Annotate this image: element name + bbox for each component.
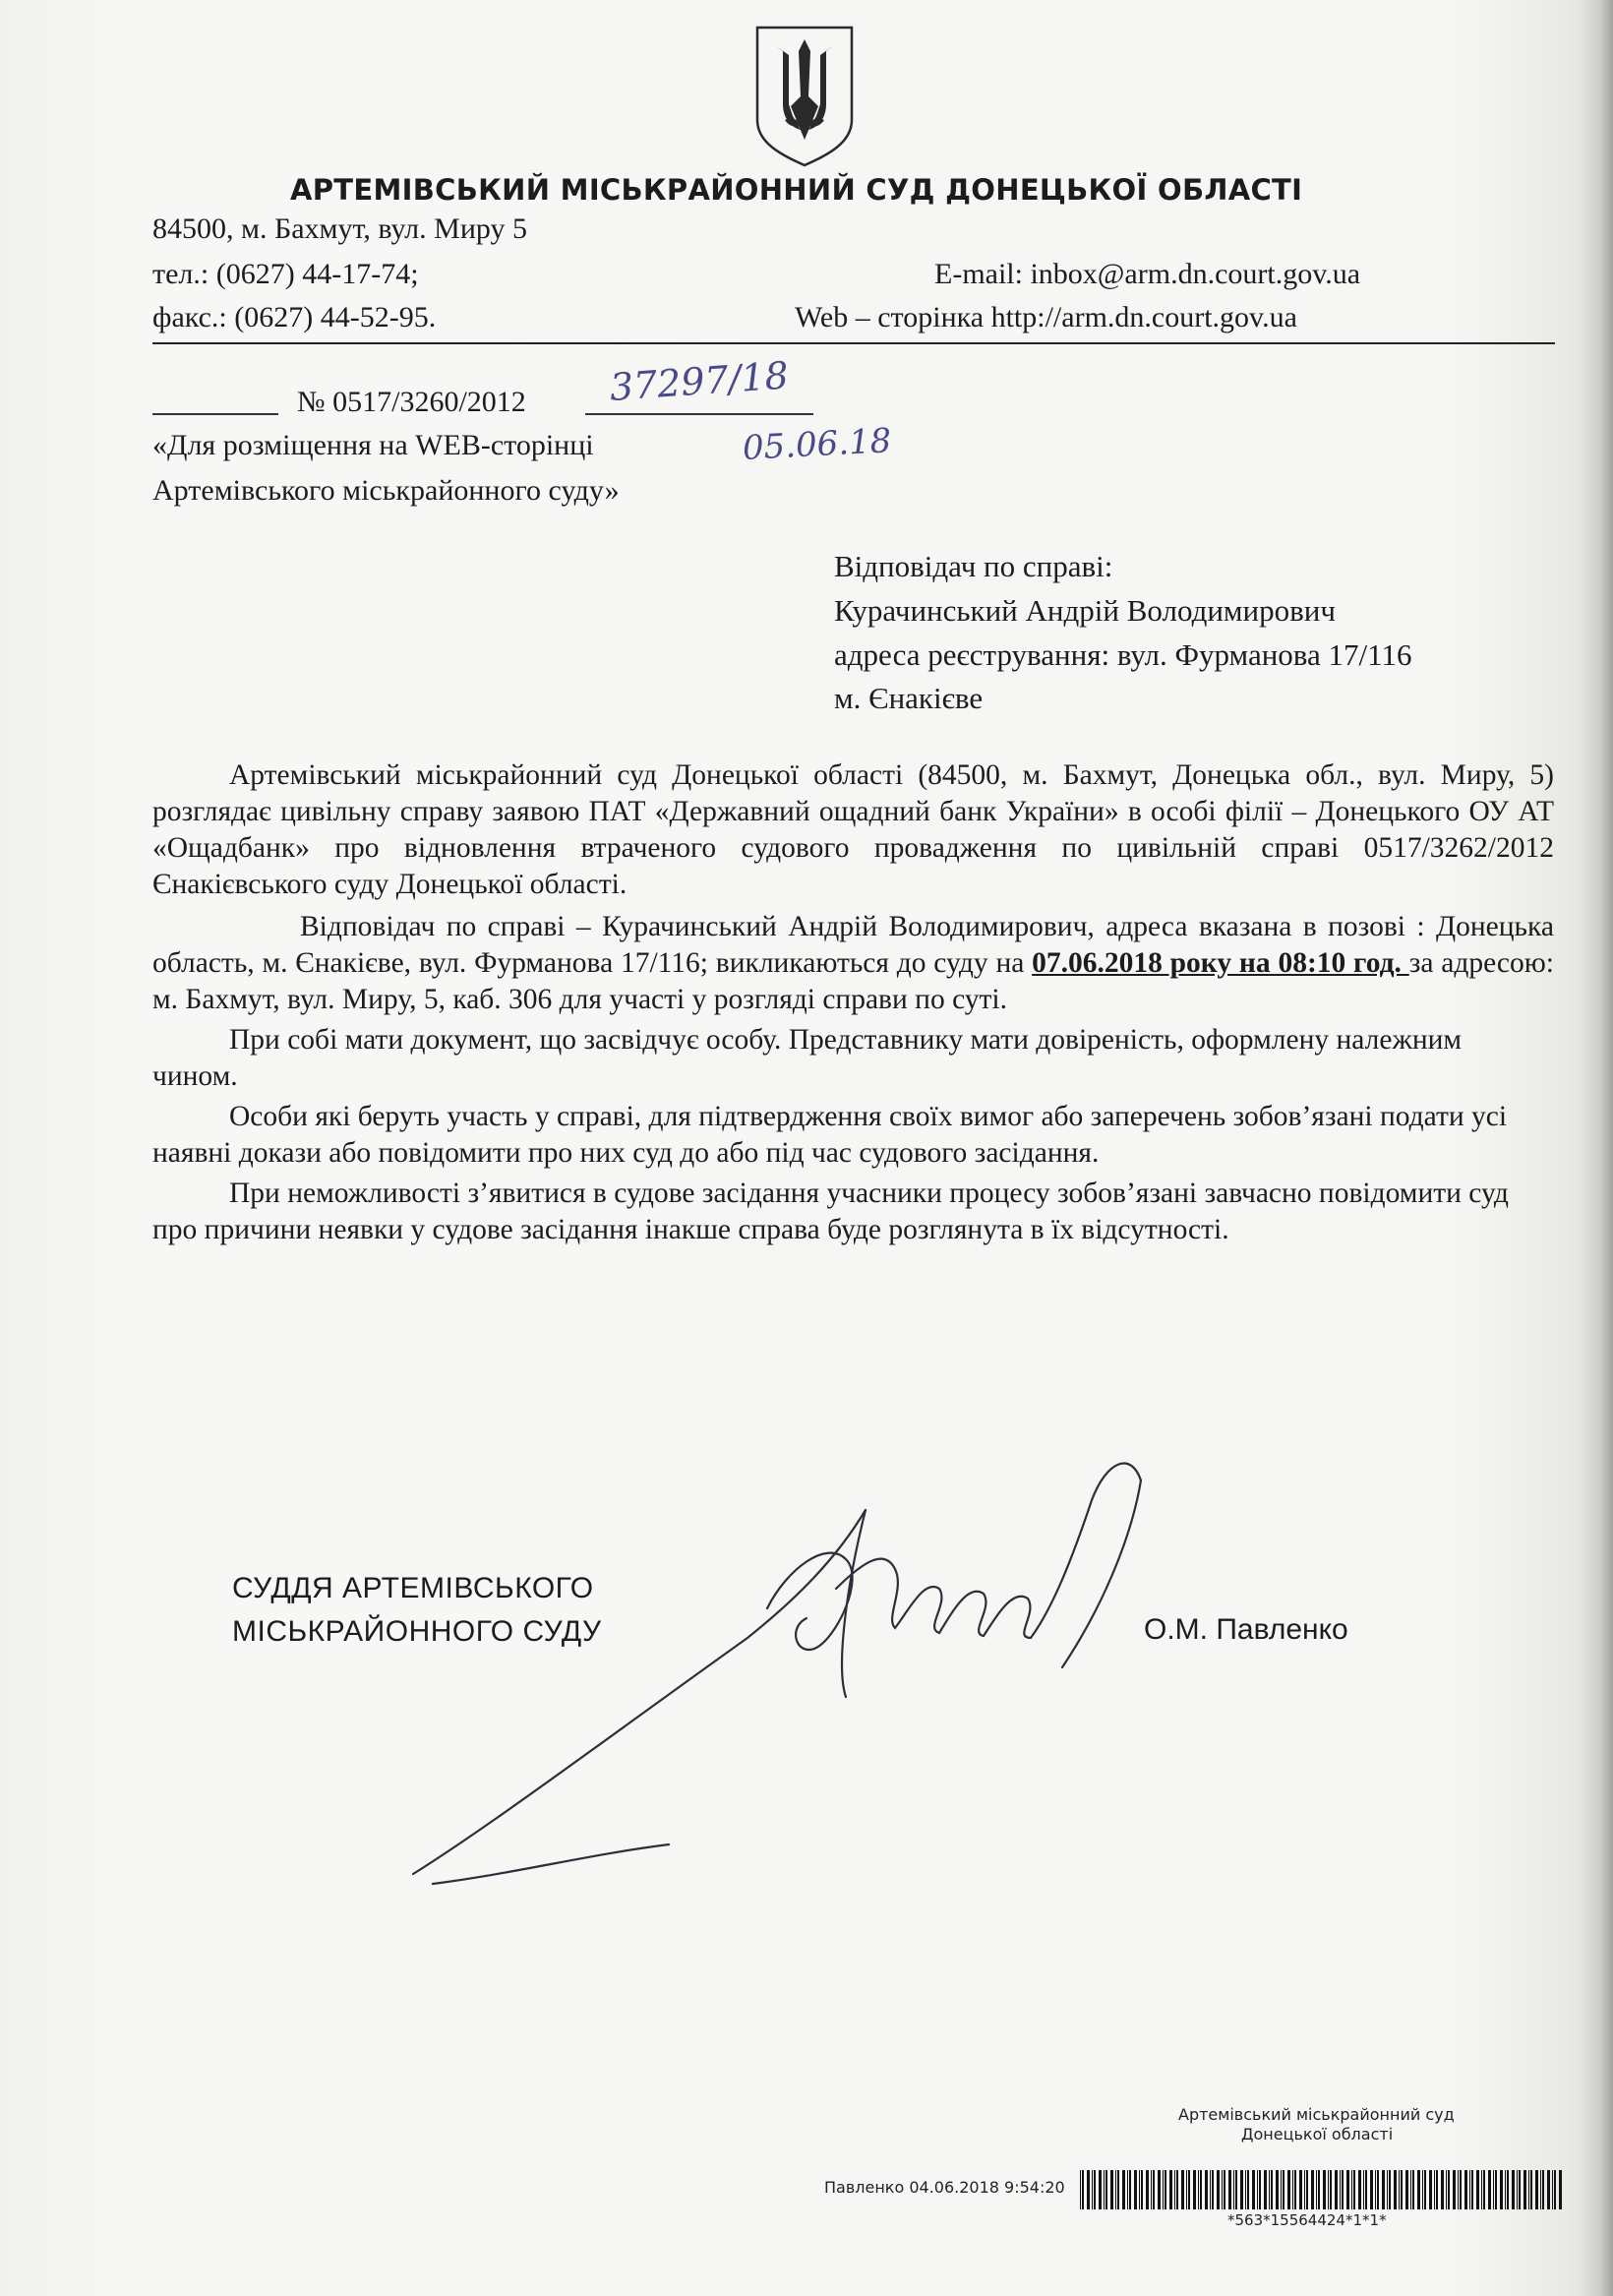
ukraine-coat-of-arms-emblem xyxy=(746,22,864,169)
barcode-bar xyxy=(1233,2170,1234,2209)
barcode-bar xyxy=(1542,2170,1544,2209)
barcode-bar xyxy=(1363,2170,1364,2209)
barcode-bar xyxy=(1552,2170,1553,2209)
barcode-bar xyxy=(1228,2170,1231,2209)
barcode-bar xyxy=(1271,2170,1273,2209)
header-divider xyxy=(152,342,1555,344)
barcode-bar xyxy=(1528,2170,1529,2209)
barcode-bar xyxy=(1458,2170,1459,2209)
barcode-bar xyxy=(1346,2170,1349,2209)
barcode-bar xyxy=(1476,2170,1479,2209)
barcode-bar xyxy=(1469,2170,1470,2209)
barcode-bar xyxy=(1104,2170,1105,2209)
barcode-bar xyxy=(1198,2170,1199,2209)
barcode-bar xyxy=(1193,2170,1196,2209)
barcode-bar xyxy=(1141,2170,1143,2209)
barcode-bar xyxy=(1127,2170,1128,2209)
barcode-bar xyxy=(1424,2170,1426,2209)
stamp-court-line1: Артемівський міськрайонний суд xyxy=(1178,2105,1455,2124)
barcode-bar xyxy=(1117,2170,1119,2209)
barcode-bar xyxy=(1540,2170,1541,2209)
barcode-bar xyxy=(1264,2170,1267,2209)
barcode-bar xyxy=(1222,2170,1223,2209)
barcode-bar xyxy=(1401,2170,1403,2209)
registration-number: № 0517/3260/2012 xyxy=(297,386,526,418)
addressee-city: м. Єнакієве xyxy=(834,681,984,715)
barcode-bar xyxy=(1122,2170,1125,2209)
barcode-bar xyxy=(1129,2170,1131,2209)
stamp-court-line2: Донецької області xyxy=(1241,2125,1394,2144)
barcode-bar xyxy=(1153,2170,1155,2209)
barcode-bar xyxy=(1554,2170,1556,2209)
paragraph-2-text: Відповідач по справі – Курачинський Андрій Володимирович, адреса вказана в позові : Донецька область, м. Єнакієве, вул. Фурманова 17/116; викликаються до суду на xyxy=(152,911,1554,979)
barcode-bar xyxy=(1200,2170,1202,2209)
body-paragraph-5: При неможливості з’явитися в судове засідання учасники процесу зобов’язані завчасно повідомити суд про причини неявки у судове засідання інакше справа буде розглянута в їх відсутності. xyxy=(152,1178,1509,1245)
barcode-bar xyxy=(1151,2170,1152,2209)
barcode-bar xyxy=(1306,2170,1308,2209)
court-fax: факс.: (0627) 44-52-95. xyxy=(152,301,437,333)
barcode-bar xyxy=(1318,2170,1320,2209)
barcode-bar xyxy=(1370,2170,1373,2209)
barcode-bar xyxy=(1311,2170,1314,2209)
barcode-bar xyxy=(1323,2170,1326,2209)
barcode-bar xyxy=(1495,2170,1497,2209)
barcode-bar xyxy=(1186,2170,1187,2209)
barcode-bar xyxy=(1335,2170,1338,2209)
court-email: E-mail: inbox@arm.dn.court.gov.ua xyxy=(934,258,1361,290)
handwritten-number-underline xyxy=(585,413,813,415)
barcode-bar xyxy=(1110,2170,1113,2209)
barcode-bar xyxy=(1434,2170,1435,2209)
barcode-bar xyxy=(1188,2170,1190,2209)
body-paragraph-1: Артемівський міськрайонний суд Донецької області (84500, м. Бахмут, Донецька обл., вул. Миру, 5) розглядає цивільну справу заявою ПАТ «Державний ощадний банк України» в особі філії – Донецького ОУ АТ «Ощадбанк» про відновлення втраченого судового провадження по цивільній справі 0517/3262/2012 Єнакієвського суду Донецької області. xyxy=(152,759,1554,900)
barcode-bar xyxy=(1252,2170,1255,2209)
barcode-bar xyxy=(1212,2170,1214,2209)
court-title: АРТЕМІВСЬКИЙ МІСЬКРАЙОННИЙ СУД ДОНЕЦЬКОЇ ОБЛАСТІ xyxy=(290,173,1303,207)
barcode-bar xyxy=(1245,2170,1246,2209)
barcode-bar xyxy=(1299,2170,1302,2209)
barcode-bar xyxy=(1340,2170,1341,2209)
barcode-bar xyxy=(1235,2170,1237,2209)
barcode-bar xyxy=(1247,2170,1249,2209)
barcode-bar xyxy=(1365,2170,1367,2209)
barcode-bar xyxy=(1351,2170,1352,2209)
barcode-bar xyxy=(1210,2170,1211,2209)
barcode-bar xyxy=(1493,2170,1494,2209)
handwritten-registration-number: 37297/18 xyxy=(608,353,791,409)
barcode-bar xyxy=(1105,2170,1107,2209)
barcode-bar xyxy=(1358,2170,1361,2209)
barcode-bar xyxy=(1382,2170,1385,2209)
barcode-bar xyxy=(1512,2170,1515,2209)
barcode-bar xyxy=(1523,2170,1526,2209)
addressee-address: адреса реєстрування: вул. Фурманова 17/116 xyxy=(834,637,1412,672)
judge-position-line1: СУДДЯ АРТЕМІВСЬКОГО xyxy=(232,1572,594,1604)
barcode-bar xyxy=(1181,2170,1184,2209)
handwritten-signature xyxy=(374,1441,1239,1913)
publication-note-line1: «Для розміщення на WEB-сторінці xyxy=(152,429,594,461)
publication-note-line2: Артемівського міськрайонного суду» xyxy=(152,474,620,507)
barcode-bar xyxy=(1330,2170,1332,2209)
barcode-bar xyxy=(1304,2170,1305,2209)
barcode-bar xyxy=(1217,2170,1220,2209)
barcode-bar xyxy=(1269,2170,1270,2209)
barcode-bar xyxy=(1471,2170,1473,2209)
court-phone: тел.: (0627) 44-17-74; xyxy=(152,258,419,290)
barcode-bar xyxy=(1294,2170,1296,2209)
barcode-bar xyxy=(1500,2170,1503,2209)
barcode-bar xyxy=(1087,2170,1090,2209)
barcode-bar xyxy=(1405,2170,1408,2209)
barcode-bar xyxy=(1488,2170,1491,2209)
barcode-bar xyxy=(1240,2170,1243,2209)
barcode-bar xyxy=(1389,2170,1391,2209)
registration-blank-line xyxy=(152,384,278,415)
barcode-bar xyxy=(1446,2170,1447,2209)
barcode-bar xyxy=(1139,2170,1140,2209)
barcode-bar xyxy=(1146,2170,1149,2209)
barcode-bar xyxy=(1441,2170,1444,2209)
barcode-bar xyxy=(1412,2170,1414,2209)
scan-edge-shadow xyxy=(1582,0,1613,2296)
barcode-bar xyxy=(1342,2170,1344,2209)
barcode-bar xyxy=(1257,2170,1258,2209)
court-website: Web – сторінка http://arm.dn.court.gov.ua xyxy=(795,301,1297,333)
hearing-date-time: 07.06.2018 року на 08:10 год. xyxy=(1032,947,1409,979)
barcode-bar xyxy=(1287,2170,1290,2209)
barcode-bar xyxy=(1163,2170,1164,2209)
barcode-bar xyxy=(1507,2170,1509,2209)
barcode-bar xyxy=(1481,2170,1482,2209)
barcode-bar xyxy=(1559,2170,1562,2209)
body-paragraph-3: При собі мати документ, що засвідчує особу. Представнику мати довіреність, оформлену належним чином. xyxy=(152,1024,1463,1092)
barcode-bar xyxy=(1169,2170,1172,2209)
barcode-bar xyxy=(1176,2170,1178,2209)
barcode-bar xyxy=(1429,2170,1432,2209)
barcode-bar xyxy=(1519,2170,1521,2209)
barcode-bar xyxy=(1328,2170,1329,2209)
barcode-bar xyxy=(1224,2170,1225,2209)
barcode-text: *563*15564424*1*1* xyxy=(1227,2211,1387,2229)
barcode-bar xyxy=(1505,2170,1506,2209)
barcode-bar xyxy=(1281,2170,1282,2209)
barcode-bar xyxy=(1115,2170,1116,2209)
barcode-bar xyxy=(1316,2170,1317,2209)
barcode-bar xyxy=(1205,2170,1208,2209)
handwritten-date: 05.06.18 xyxy=(741,421,893,468)
barcode-bar xyxy=(1158,2170,1161,2209)
body-paragraph-4: Особи які беруть участь у справі, для підтвердження своїх вимог або заперечень зобов’язані подати усі наявні докази або повідомити про них суд до або під час судового засідання. xyxy=(152,1101,1508,1169)
barcode-bar xyxy=(1292,2170,1293,2209)
barcode-bar xyxy=(1547,2170,1550,2209)
barcode-bar xyxy=(1094,2170,1096,2209)
barcode-bar xyxy=(1530,2170,1532,2209)
addressee-label: Відповідач по справі: xyxy=(834,549,1113,583)
barcode-bar xyxy=(1453,2170,1456,2209)
barcode-bar xyxy=(1464,2170,1467,2209)
barcode-bar xyxy=(1259,2170,1261,2209)
addressee-name: Курачинський Андрій Володимирович xyxy=(834,593,1336,628)
barcode-bar xyxy=(1353,2170,1355,2209)
barcode-bar xyxy=(1092,2170,1093,2209)
barcode-bar xyxy=(1422,2170,1423,2209)
barcode-bar xyxy=(1174,2170,1175,2209)
barcode-bar xyxy=(1276,2170,1279,2209)
barcode-bar xyxy=(1387,2170,1388,2209)
barcode-bar xyxy=(1399,2170,1400,2209)
barcode-bar xyxy=(1483,2170,1485,2209)
judge-position xyxy=(232,1567,602,1654)
body-paragraph-2 xyxy=(152,909,1554,1018)
barcode-bar xyxy=(1448,2170,1450,2209)
barcode-bar xyxy=(1082,2170,1084,2209)
barcode-bar xyxy=(1377,2170,1379,2209)
barcode-bar xyxy=(1165,2170,1166,2209)
barcode-bar xyxy=(1460,2170,1462,2209)
barcode xyxy=(1080,2170,1562,2209)
barcode-bar xyxy=(1436,2170,1438,2209)
barcode-bar xyxy=(1517,2170,1518,2209)
paragraph-2-continuation: за адресою: м. Бахмут, вул. Миру, 5, каб. 306 для участі у розгляді справи по суті. xyxy=(152,947,1554,1015)
barcode-bar xyxy=(1283,2170,1284,2209)
barcode-bar xyxy=(1099,2170,1102,2209)
notice-body xyxy=(152,757,1554,1248)
barcode-bar xyxy=(1535,2170,1538,2209)
judge-position-line2: МІСЬКРАЙОННОГО СУДУ xyxy=(232,1615,602,1648)
stamp-printed-info: Павленко 04.06.2018 9:54:20 xyxy=(824,2178,1065,2197)
court-address: 84500, м. Бахмут, вул. Миру 5 xyxy=(152,212,527,245)
barcode-bar xyxy=(1375,2170,1376,2209)
barcode-bar xyxy=(1080,2170,1081,2209)
barcode-bar xyxy=(1134,2170,1137,2209)
barcode-bar xyxy=(1410,2170,1411,2209)
judge-name: О.М. Павленко xyxy=(1144,1613,1348,1646)
barcode-bar xyxy=(1417,2170,1420,2209)
barcode-bar xyxy=(1394,2170,1397,2209)
